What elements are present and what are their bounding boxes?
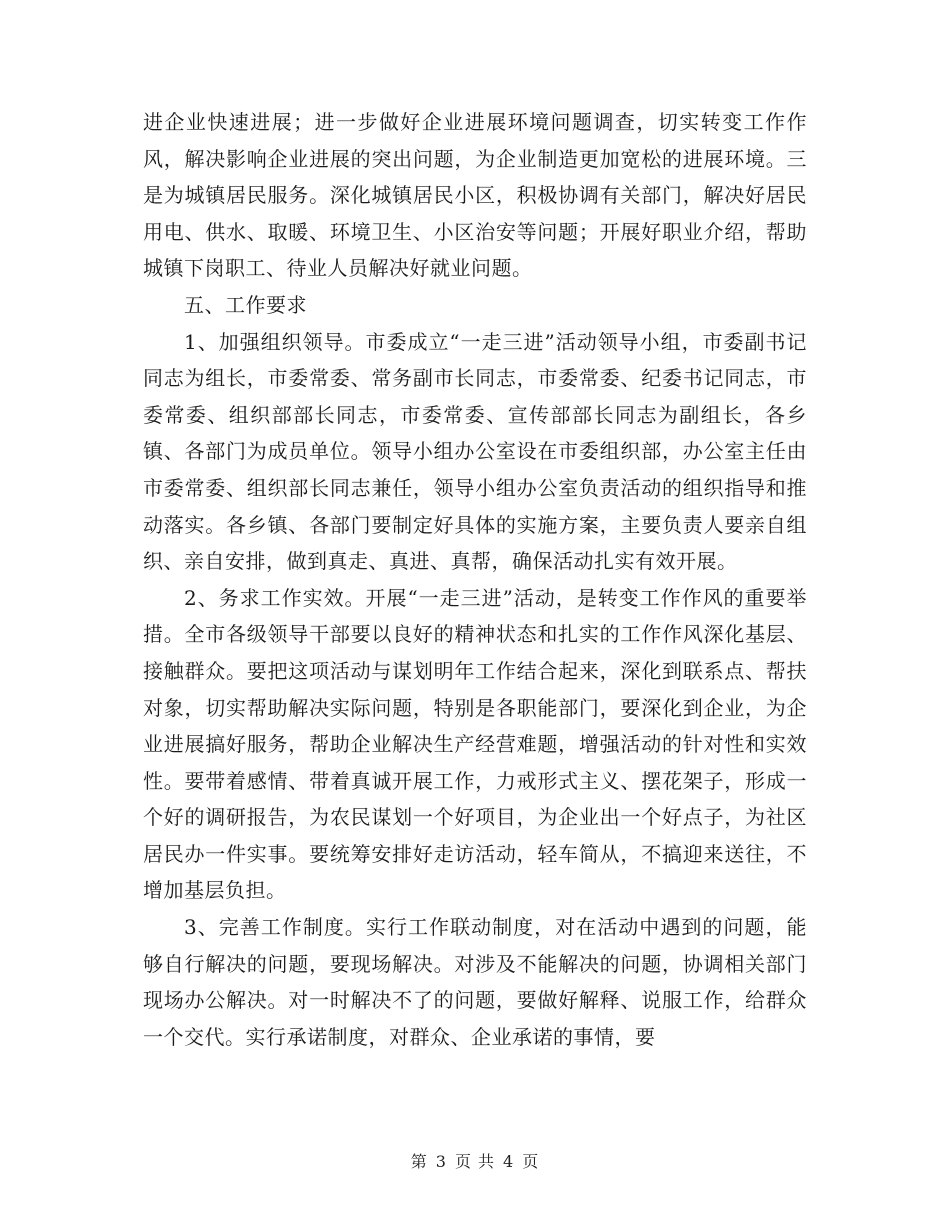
paragraph-effectiveness: 2、务求工作实效。开展“一走三进”活动，是转变工作作风的重要举措。全市各级领导干部要以良好的精神状态和扎实的工作作风深化基层、接触群众。要把这项活动与谋划明年工作结合起来，深化到联系点、帮扶对象，切实帮助解决实际问题，特别是各职能部门，要深化到企业，为企业进展搞好服务，帮助企业解决生产经营难题，增强活动的针对性和实效性。要带着感情、带着真诚开展工作，力戒形式主义、摆花架子，形成一个好的调研报告，为农民谋划一个好项目，为企业出一个好点子，为社区居民办一件实事。要统筹安排好走访活动，轻车简从，不搞迎来送往，不增加基层负担。 [143,585,807,903]
paragraph-organization: 1、加强组织领导。市委成立“一走三进”活动领导小组，市委副书记同志为组长，市委常委、常务副市长同志，市委常委、纪委书记同志，市委常委、组织部部长同志，市委常委、宣传部部长同志为副组长，各乡镇、各部门为成员单位。领导小组办公室设在市委组织部，办公室主任由市委常委、组织部长同志兼任，领导小组办公室负责活动的组织指导和推动落实。各乡镇、各部门要制定好具体的实施方案，主要负责人要亲自组织、亲自安排，做到真走、真进、真帮，确保活动扎实有效开展。 [143,329,807,574]
paragraph-system: 3、完善工作制度。实行工作联动制度，对在活动中遇到的问题，能够自行解决的问题，要现场解决。对涉及不能解决的问题，协调相关部门现场办公解决。对一时解决不了的问题，要做好解释、说服工作，给群众一个交代。实行承诺制度，对群众、企业承诺的事情，要 [143,915,807,1049]
footer-middle: 页 共 [454,1152,496,1171]
footer-prefix: 第 [410,1152,428,1171]
document-body [143,104,807,1055]
page-total: 4 [503,1152,515,1171]
paragraph-continuation: 进企业快速进展；进一步做好企业进展环境问题调查，切实转变工作作风，解决影响企业进展的突出问题，为企业制造更加宽松的进展环境。三是为城镇居民服务。深化城镇居民小区，积极协调有关部门，解决好居民用电、供水、取暖、环境卫生、小区治安等问题；开展好职业介绍，帮助城镇下岗职工、待业人员解决好就业问题。 [143,110,807,281]
section-heading: 五、工作要求 [184,292,307,317]
page-footer [0,1150,950,1174]
footer-suffix: 页 [522,1152,540,1171]
page-number: 3 [435,1152,447,1171]
